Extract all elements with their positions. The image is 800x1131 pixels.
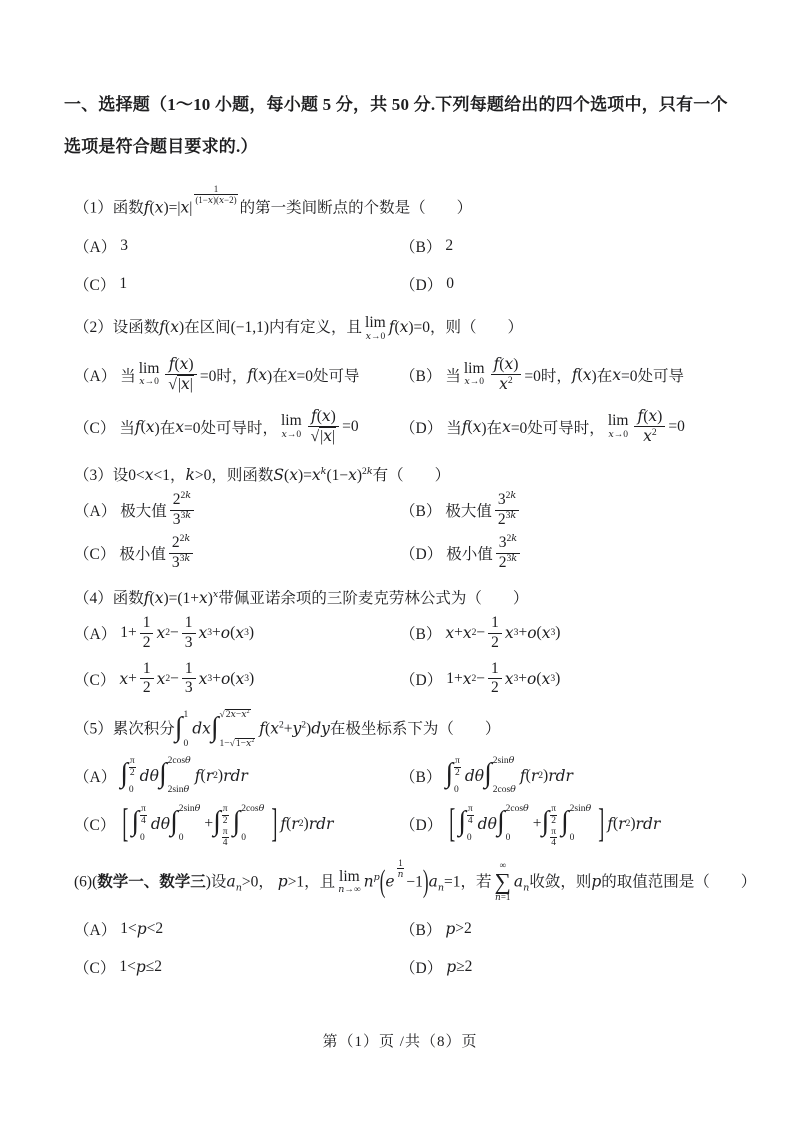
question-2-option-b <box>400 355 742 395</box>
question-4-option-c <box>74 660 400 698</box>
option-label: （C） <box>74 546 116 564</box>
option-label: （A） <box>74 921 117 939</box>
question-4-option-a <box>74 614 400 652</box>
option-label: （A） <box>74 367 117 385</box>
option-label: （D） <box>400 546 443 564</box>
question-3-option-c <box>74 534 400 572</box>
question-1-stem: （1）函数f(x)=|x| $\frac{1}{(1-x)(x-2)}$ 的第一类间断点的个数是（ ） <box>74 184 473 217</box>
question-3-stem: （3）设0<x<1，k>0，则函数$S(x)=x^k(1-x)^{2k}$有（ ） <box>74 465 451 484</box>
question-2-stem: （2）设函数f(x)在区间(−1,1)内有定义，且 lim x→0 f(x)=0，则（ ） <box>74 314 524 342</box>
option-body: 极小值 $\frac{3^{2k}}{2^{3k}}$ <box>446 534 523 572</box>
option-label: （D） <box>400 277 443 295</box>
option-label: （D） <box>400 816 443 834</box>
option-label: （B） <box>400 626 442 644</box>
question-6-option-a <box>74 918 400 940</box>
question-6-option-d <box>400 956 742 978</box>
question-2-options <box>74 355 742 447</box>
option-body: x + $\frac{1}{2}$ x 2 − $\frac{1}{3}$ x 3 + o ( x 3 ) <box>119 659 255 697</box>
option-label: （C） <box>74 671 116 689</box>
option-label: （A） <box>74 768 117 786</box>
question-6-options <box>74 918 742 978</box>
option-label: （C） <box>74 816 116 834</box>
question-4-stem: （4）函数$f(x)=(1+x)^x$带佩亚诺余项的三阶麦克劳林公式为（ ） <box>74 589 529 608</box>
option-body: 1+ $\frac{1}{2}$ x 2 − $\frac{1}{3}$ x 3 + o ( x 3 ) <box>120 614 255 651</box>
option-label: （A） <box>74 626 117 644</box>
option-body: 1< p ≤2 <box>119 957 163 976</box>
option-body: ∫ $\frac{\pi}{2}$ 0 dθ ∫ 2cosθ 2sinθ f ( r 2 ) rdr <box>120 754 248 795</box>
question-4-options <box>74 614 742 697</box>
option-label: （B） <box>400 921 442 939</box>
option-label: （B） <box>400 239 442 257</box>
question-2-option-a <box>74 355 400 395</box>
section-header: 一、选择题（1～10 小题，每小题 5 分，共 50 分.下列每题给出的四个选项中，只有一个选项是符合题目要求的.） <box>64 95 728 156</box>
question-6-stem: (6)(数学一、数学三)设$a_n>0$， p>1，且 lim n→∞ $n^p(e$ $\frac{1}{n}$ $-1)a_n=1$，若 ∞ ∑ n=1 $a_n$收敛，则p的取值范围是（ ） <box>74 857 757 903</box>
question-1-option-a <box>74 235 400 257</box>
option-body: 当 lim x→0 $\frac{f(x)}{x^2}$ =0时， f ( x )在 x =0处可导 <box>445 354 684 394</box>
question-5-options <box>74 754 742 849</box>
option-body: x + x 2 − $\frac{1}{2}$ x 3 + o ( x 3 ) <box>445 614 561 651</box>
question-1-option-b <box>400 235 742 257</box>
question-6-option-b <box>400 918 742 940</box>
option-label: （D） <box>400 959 443 977</box>
question-5 <box>64 708 742 849</box>
option-label: （B） <box>400 503 442 521</box>
option-body: 极小值 $\frac{2^{2k}}{3^{3k}}$ <box>119 534 196 572</box>
question-5-option-a <box>74 756 400 796</box>
option-label: （D） <box>400 671 443 689</box>
question-3-option-b <box>400 491 742 529</box>
question-1-options <box>74 235 742 295</box>
option-body: ∫ $\frac{\pi}{2}$ 0 dθ ∫ 2sinθ 2cosθ f ( r 2 ) rdr <box>445 754 573 795</box>
question-1-option-c <box>74 273 400 295</box>
question-2-option-d <box>400 407 742 447</box>
option-body: [ ∫ $\frac{\pi}{4}$ 0 dθ ∫ 2sinθ 0 + ∫ $\frac{\pi}{2}$ $\frac{\pi}{4}$ ∫ 2cosθ 0 ] f ( r 2 ) rdr <box>122 800 334 849</box>
option-body: 1< p <2 <box>120 919 164 938</box>
question-6 <box>64 857 757 978</box>
option-label: （C） <box>74 277 116 295</box>
question-5-stem: （5）累次积分∫ 1 0 dx∫ $√2x-x^2$ $1-√1-x^2$ $f(x^2+y^2)dy$在极坐标系下为（ ） <box>74 708 501 749</box>
option-body: 当 f ( x )在 x =0处可导时， lim x→0 $\frac{f(x)}{x^2}$ =0 <box>446 406 685 446</box>
option-body: 当 f ( x )在 x =0处可导时， lim x→0 $\frac{f(x)}{√|x|}$ =0 <box>119 406 359 446</box>
option-label: （C） <box>74 959 116 977</box>
option-label: （B） <box>400 768 442 786</box>
question-3-options <box>74 491 742 572</box>
option-label: （A） <box>74 503 117 521</box>
question-4-option-b <box>400 614 742 652</box>
option-body: 3 <box>120 237 128 255</box>
question-3 <box>64 463 742 572</box>
option-body: p >2 <box>445 919 472 938</box>
option-label: （D） <box>400 419 443 437</box>
question-3-option-a <box>74 491 400 529</box>
question-5-option-b <box>400 756 742 796</box>
question-2-option-c <box>74 407 400 447</box>
question-5-option-c <box>74 800 400 849</box>
option-label: （B） <box>400 367 442 385</box>
question-4-option-d <box>400 660 742 698</box>
option-label: （C） <box>74 419 116 437</box>
option-body: p ≥2 <box>446 957 473 976</box>
option-body: 1+ x 2 − $\frac{1}{2}$ x 3 + o ( x 3 ) <box>446 659 561 697</box>
option-label: （A） <box>74 239 117 257</box>
question-2 <box>64 315 742 447</box>
option-body: [ ∫ $\frac{\pi}{4}$ 0 dθ ∫ 2cosθ 0 + ∫ $\frac{\pi}{2}$ $\frac{\pi}{4}$ ∫ 2sinθ 0 ] f ( r 2 ) rdr <box>449 800 661 849</box>
question-3-option-d <box>400 534 742 572</box>
option-body: 1 <box>119 275 128 293</box>
question-5-option-d <box>400 800 742 849</box>
question-1-option-d <box>400 273 742 295</box>
option-body: 当 lim x→0 $\frac{f(x)}{√|x|}$ =0时， f ( x )在 x =0处可导 <box>120 354 360 394</box>
question-4 <box>64 586 742 697</box>
page-footer: 第（1）页 /共（8）页 <box>322 1034 478 1050</box>
option-body: 极大值 $\frac{3^{2k}}{2^{3k}}$ <box>445 491 522 529</box>
question-6-option-c <box>74 956 400 978</box>
option-body: 极大值 $\frac{2^{2k}}{3^{3k}}$ <box>120 491 197 529</box>
option-body: 0 <box>446 275 454 293</box>
option-body: 2 <box>445 237 454 255</box>
question-1 <box>64 184 742 295</box>
